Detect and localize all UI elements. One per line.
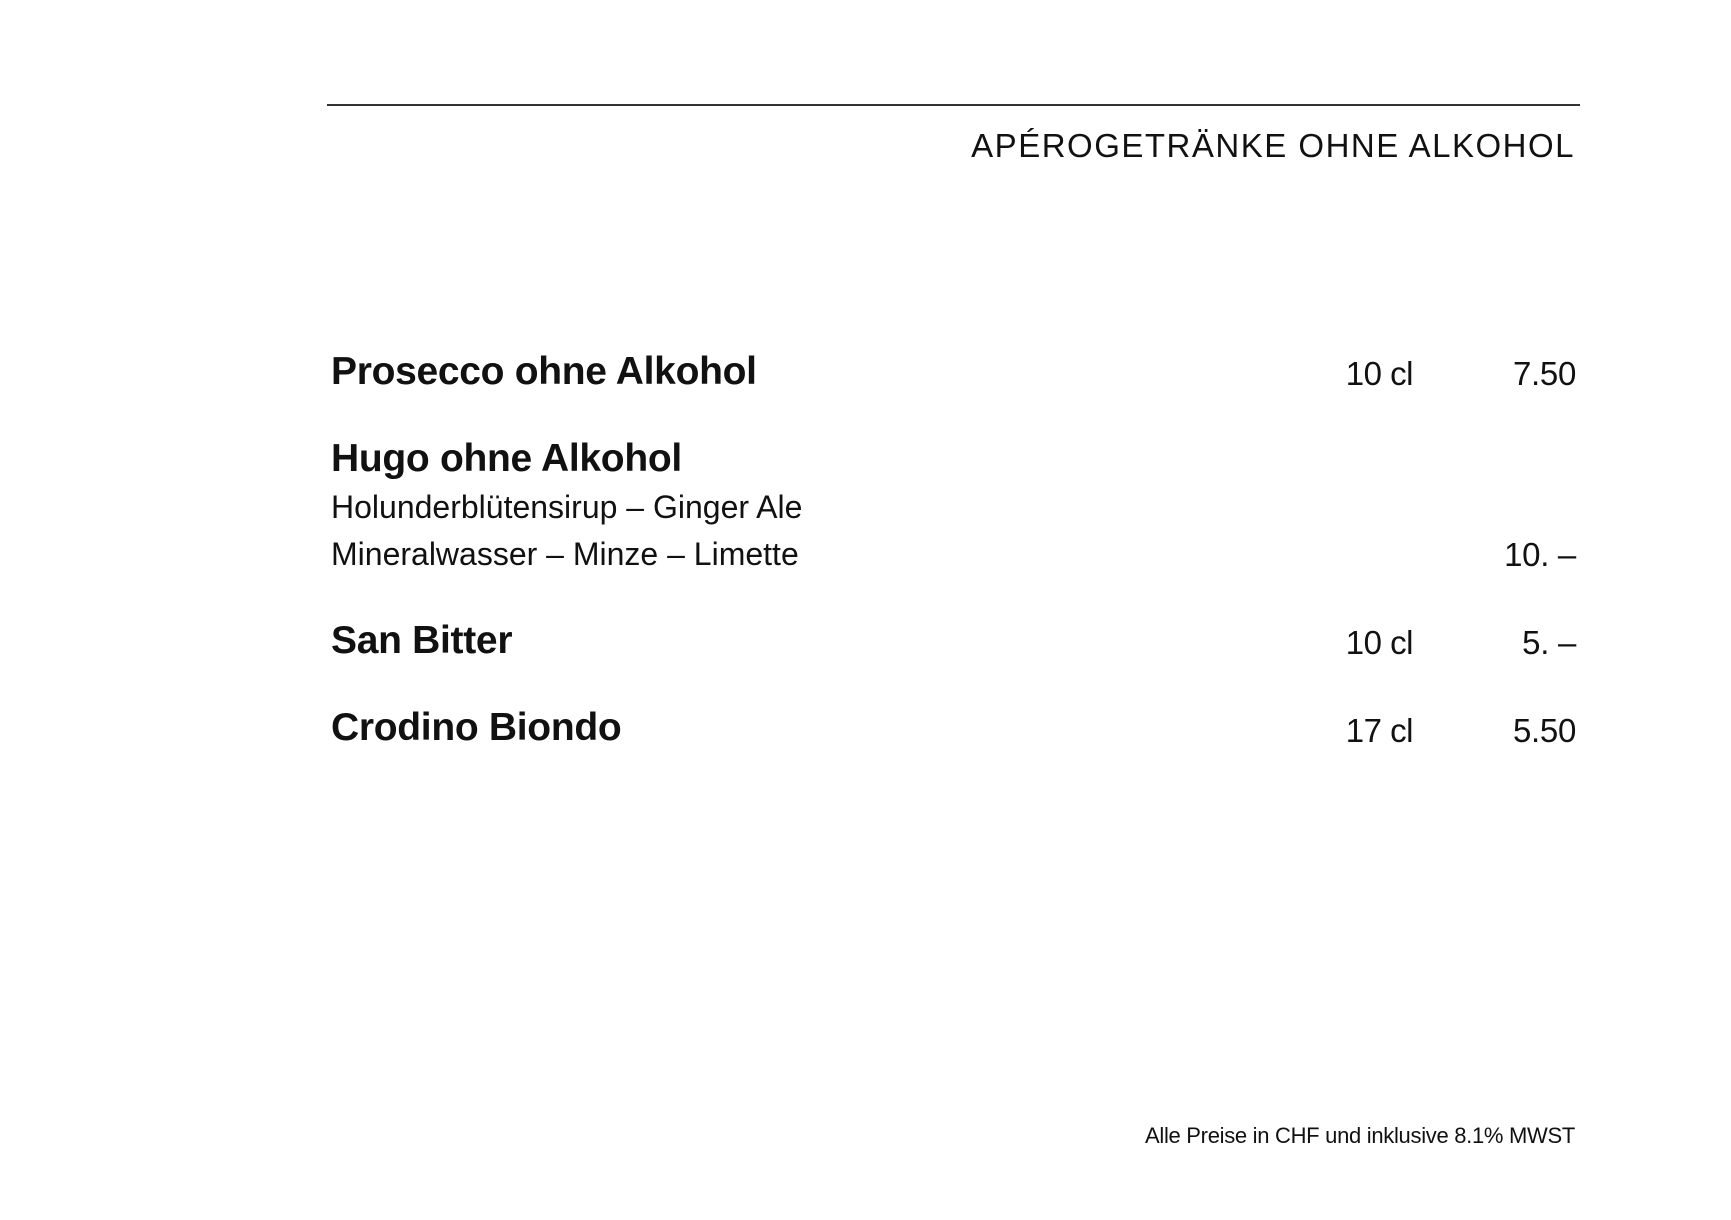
item-price-prosecco: 7.50 — [1512, 355, 1576, 392]
item-size-san-bitter: 10 cl — [1345, 624, 1413, 661]
item-description-line-2: Mineralwasser – Minze – Limette — [331, 536, 799, 572]
footer-note: Alle Preise in CHF und inklusive 8.1% MWST — [1145, 1123, 1575, 1148]
item-size-prosecco: 10 cl — [1345, 355, 1413, 392]
section-title: APÉROGETRÄNKE OHNE ALKOHOL — [971, 127, 1575, 164]
item-size-crodino: 17 cl — [1345, 712, 1413, 749]
item-name-san-bitter: San Bitter — [331, 619, 513, 662]
item-price-crodino: 5.50 — [1512, 712, 1576, 749]
item-name-prosecco: Prosecco ohne Alkohol — [331, 350, 757, 393]
item-description-line-1: Holunderblütensirup – Ginger Ale — [331, 489, 803, 525]
item-price-hugo: 10. – — [1504, 536, 1576, 573]
item-name-crodino: Crodino Biondo — [331, 706, 622, 749]
item-price-san-bitter: 5. – — [1522, 624, 1576, 661]
header-divider — [327, 104, 1580, 106]
item-name-hugo: Hugo ohne Alkohol — [331, 437, 682, 480]
